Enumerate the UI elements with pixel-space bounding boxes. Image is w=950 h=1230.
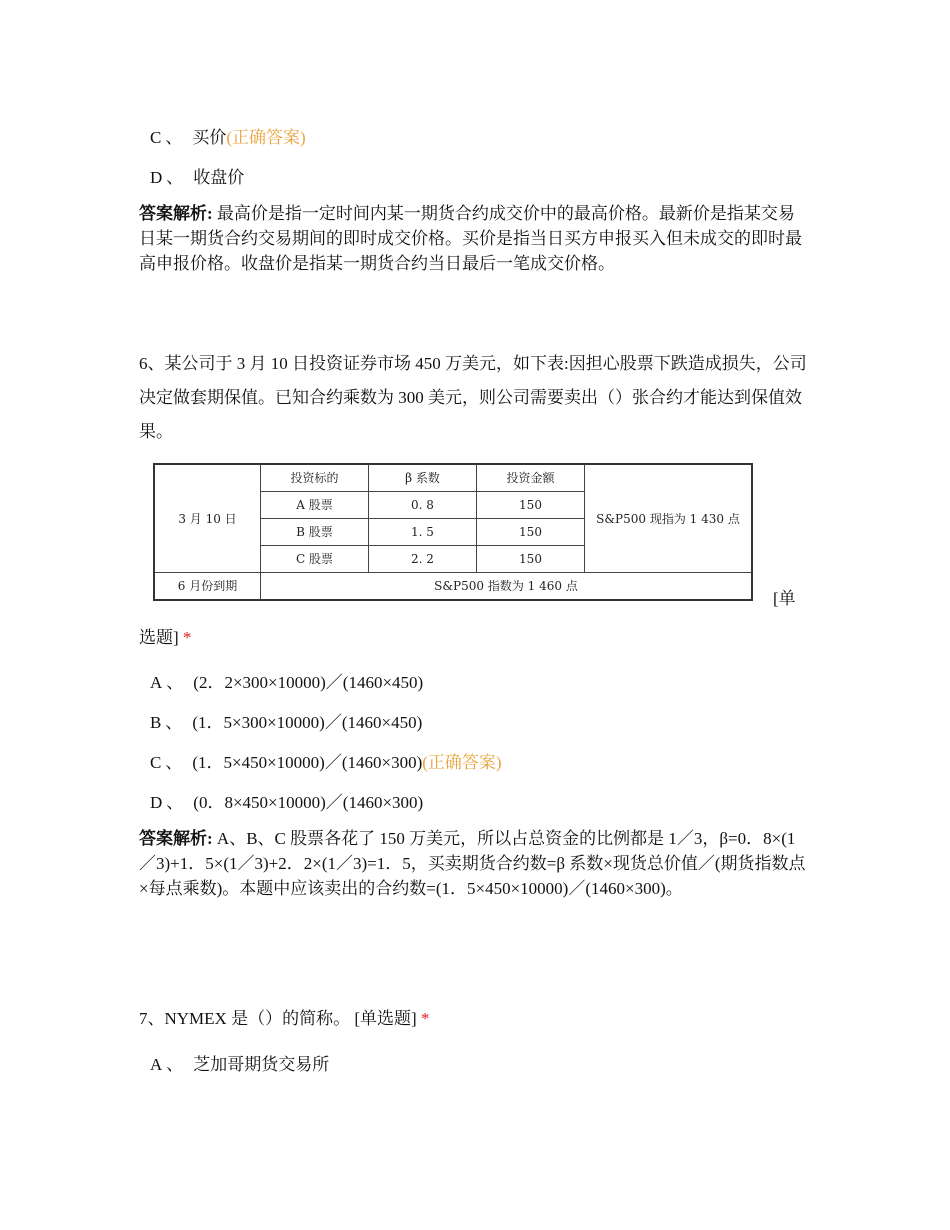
q6-type-part1: [单 [773,589,796,608]
table-expiry-label: 6 月份到期 [154,572,261,600]
option-letter: C [150,753,162,772]
analysis-text: A、B、C 股票各花了 150 万美元，所以占总资金的比例都是 1／3，β=0．8×(1／3)+1．5×(1／3)+2．2×(1／3)=1．5，买卖期货合约数=β 系数×现货总价值／(期货指数点×每点乘数)。本题中应该卖出的合约数=(1．5×450×10000)／(1460×300)。 [139,829,806,898]
option-letter: A [150,1055,163,1074]
option-letter: A [150,673,163,692]
table-header: 投资金额 [477,464,585,491]
q6-option-a[interactable]: A 、 (2．2×300×10000)／(1460×450) [150,673,424,692]
analysis-text: 最高价是指一定时间内某一期货合约成交价中的最高价格。最新价是指某交易日某一期货合约交易期间的即时成交价格。买价是指当日买方申报买入但未成交的即时最高申报价格。收盘价是指某一期货合约当日最后一笔成交价格。 [139,204,802,273]
q5-option-c[interactable]: C 、 买价(正确答案) [150,128,306,147]
q6-option-b[interactable]: B 、 (1．5×300×10000)／(1460×450) [150,713,423,732]
option-letter: B [150,713,162,732]
option-text: (1．5×300×10000)／(1460×450) [192,713,423,732]
option-text: 芝加哥期货交易所 [193,1055,330,1074]
table-date-cell: 3 月 10 日 [154,464,261,572]
q6-analysis [139,826,811,901]
correct-answer-tag: (正确答案) [226,128,306,147]
q6-data-table [153,463,753,601]
option-text: (0．8×450×10000)／(1460×300) [193,793,424,812]
q7-question [139,1004,429,1029]
table-expiry-note: S&P500 指数为 1 460 点 [261,572,753,600]
q7-option-a[interactable]: A 、 芝加哥期货交易所 [150,1055,330,1074]
option-letter: D [150,793,163,812]
table-cell: 1. 5 [369,518,477,545]
table-cell: B 股票 [261,518,369,545]
option-text: (1．5×450×10000)／(1460×300) [192,753,423,772]
option-text: 收盘价 [193,168,245,187]
option-letter: C [150,128,162,147]
required-mark: * [182,628,192,647]
option-text: (2．2×300×10000)／(1460×450) [193,673,424,692]
analysis-label: 答案解析: [139,829,213,848]
table-cell: 150 [477,518,585,545]
table-header: β 系数 [369,464,477,491]
q7-question-text: 7、NYMEX 是（）的简称。 [139,1009,351,1028]
table-header: 投资标的 [261,464,369,491]
analysis-label: 答案解析: [139,204,213,223]
table-cell: 0. 8 [369,491,477,518]
q6-type-line [139,623,191,648]
question-type: 选题] [139,628,179,647]
q5-analysis [139,201,811,276]
table-cell: 150 [477,491,585,518]
table-cell: A 股票 [261,491,369,518]
table-index-note: S&P500 现指为 1 430 点 [585,464,753,572]
q6-option-c[interactable]: C 、 (1．5×450×10000)／(1460×300)(正确答案) [150,753,502,772]
table-cell: 2. 2 [369,545,477,572]
option-letter: D [150,168,163,187]
q6-option-d[interactable]: D 、 (0．8×450×10000)／(1460×300) [150,793,424,812]
question-type: [单选题] [354,1009,417,1028]
q6-question-text: 6、某公司于 3 月 10 日投资证券市场 450 万美元，如下表:因担心股票下跌造成损失，公司决定做套期保值。已知合约乘数为 300 美元，则公司需要卖出（）张合约才能达到保值效果。 [139,354,807,441]
option-text: 买价 [192,128,227,147]
required-mark: * [420,1009,430,1028]
table-cell: 150 [477,545,585,572]
correct-answer-tag: (正确答案) [422,753,502,772]
q5-option-d[interactable]: D 、 收盘价 [150,168,245,187]
table-cell: C 股票 [261,545,369,572]
